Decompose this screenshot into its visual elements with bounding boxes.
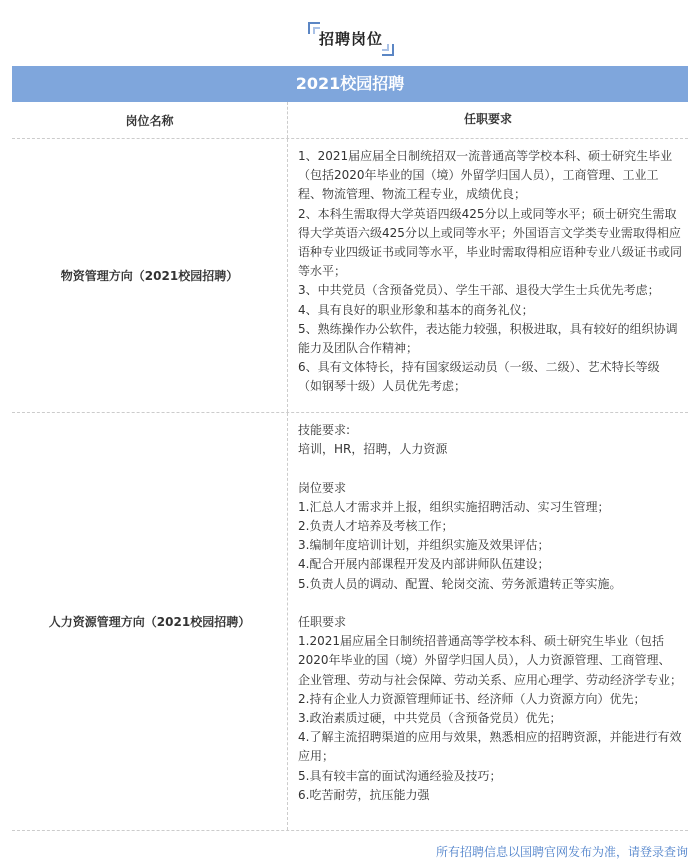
header-position-name: 岗位名称 [12, 102, 288, 138]
footer-note[interactable]: 所有招聘信息以国聘官网发布为准，请登录查询 [435, 845, 688, 859]
position-name: 人力资源管理方向（2021校园招聘） [12, 413, 288, 830]
header-requirements: 任职要求 [463, 112, 512, 127]
requirement-line: 任职要求 [298, 615, 347, 629]
recruitment-banner: 2021校园招聘 [12, 66, 688, 102]
spacer [298, 594, 682, 613]
section-header [0, 0, 700, 66]
table-row [12, 413, 688, 831]
requirement-line: 6、具有文体特长，持有国家级运动员（一级、二级）、艺术特长等级（如钢琴十级）人员优先考虑； [298, 360, 660, 394]
requirement-line: 5、熟练操作办公软件，表达能力较强，积极进取，具有较好的组织协调能力及团队合作精神； [298, 321, 678, 356]
requirement-line: 技能要求: [298, 423, 351, 437]
position-name: 物资管理方向（2021校园招聘） [12, 139, 288, 412]
requirement-line: 1.汇总人才需求并上报，组织实施招聘活动、实习生管理； [298, 499, 610, 514]
requirement-line: 2.负责人才培养及考核工作； [298, 519, 454, 533]
requirement-line: 岗位要求 [298, 480, 347, 495]
requirement-line: 2、本科生需取得大学英语四级425分以上或同等水平；硕士研究生需取得大学英语六级425分以上或同等水平；外国语言文学类专业需取得相应语种专业四级证书或同等水平，毕业时需取得相应语种专业八级证书或同等水平； [298, 206, 683, 279]
requirement-line: 1.2021届应届全日制统招普通高等学校本科、硕士研究生毕业（包括2020年毕业的国（境）外留学归国人员），人力资源管理、工商管理、企业管理、劳动与社会保障、劳动关系、应用心理学、劳动经济学专业； [298, 634, 683, 687]
section-title-box [308, 22, 394, 56]
requirement-line: 2.持有企业人力资源管理师证书、经济师（人力资源方向）优先； [298, 691, 646, 706]
requirement-line: 5.负责人员的调动、配置、轮岗交流、劳务派遣转正等实施。 [298, 576, 622, 591]
requirement-line: 6.吃苦耐劳，抗压能力强 [298, 787, 430, 802]
position-requirements [288, 139, 688, 412]
requirement-line: 4、具有良好的职业形象和基本的商务礼仪； [298, 302, 534, 317]
spacer [298, 459, 682, 478]
requirement-line: 3.政治素质过硬，中共党员（含预备党员）优先； [298, 711, 562, 726]
requirement-line: 4.配合开展内部课程开发及内部讲师队伍建设； [298, 557, 550, 572]
section-title: 招聘岗位 [318, 30, 383, 48]
position-requirements [288, 413, 688, 830]
table-header-row [12, 102, 688, 139]
requirement-line: 3.编制年度培训计划，并组织实施及效果评估； [298, 538, 550, 553]
requirement-line: 3、中共党员（含预备党员）、学生干部、退役大学生士兵优先考虑； [298, 283, 660, 298]
requirement-line: 5.具有较丰富的面试沟通经验及技巧； [298, 768, 502, 783]
positions-table [12, 102, 688, 831]
table-row [12, 139, 688, 413]
requirement-line: 4.了解主流招聘渠道的应用与效果，熟悉相应的招聘资源，并能进行有效应用； [298, 730, 682, 764]
requirement-line: 1、2021届应届全日制统招双一流普通高等学校本科、硕士研究生毕业（包括2020年毕业的国（境）外留学归国人员），工商管理、工业工程、物流管理、物流工程专业，成绩优良； [298, 149, 673, 202]
requirement-line: 培训，HR，招聘，人力资源 [298, 442, 448, 457]
